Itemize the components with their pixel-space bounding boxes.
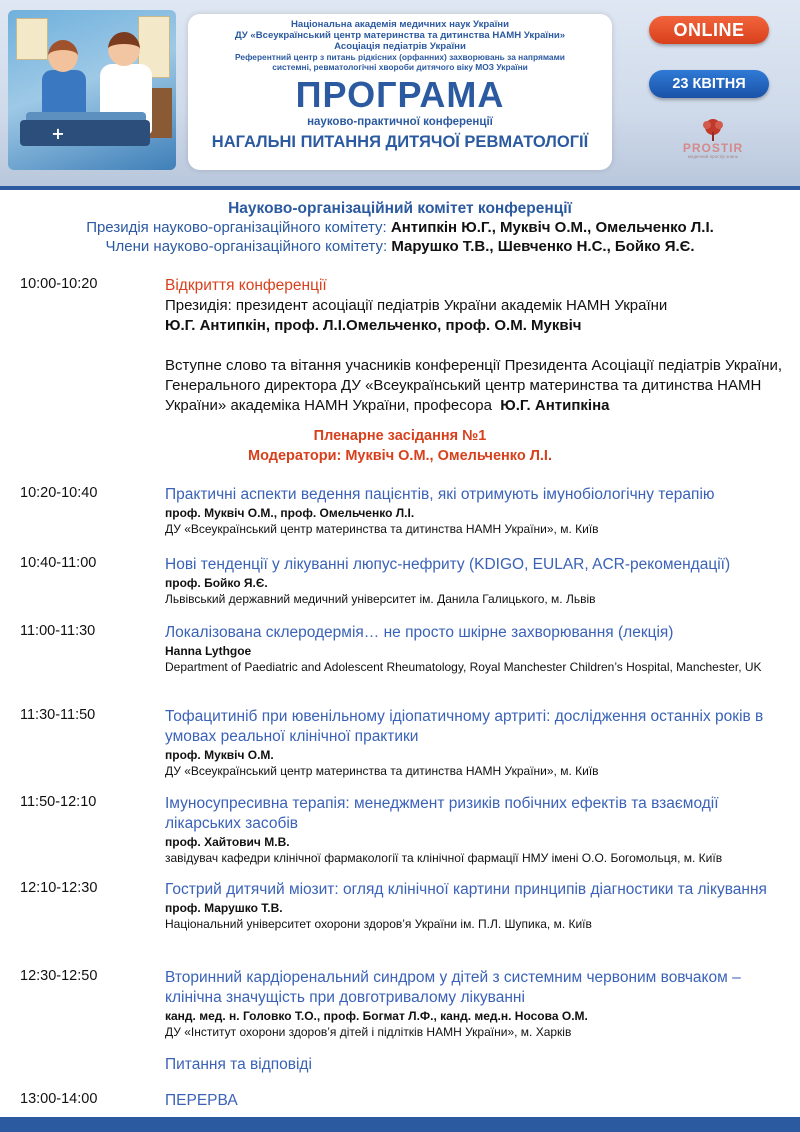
- conference-name: НАГАЛЬНІ ПИТАННЯ ДИТЯЧОЇ РЕВМАТОЛОГІЇ: [211, 133, 589, 151]
- slot-time: 11:50-12:10: [20, 794, 97, 810]
- talk-title: Вторинний кардіоренальний синдром у дітей з системним червоним вовчаком – клінічна значущість при довготривалому лікуванні: [165, 969, 741, 1006]
- opening-welcome: [165, 356, 790, 416]
- welcome-text: Вступне слово та вітання учасників конференції Президента Асоціації педіатрів України, Генерального директора ДУ «Всеукраїнський центр материнства та дитинства НАМН України» академіка НАМН України, професора: [165, 357, 783, 414]
- talk-speaker: проф. Хайтович М.В.: [165, 835, 290, 849]
- logo-subtext: медичний простір знань: [687, 154, 739, 159]
- slot-time: 10:00-10:20: [20, 276, 98, 292]
- presidium-names: Антипкін Ю.Г., Муквіч О.М., Омельченко Л.І.: [390, 219, 714, 236]
- page-subtitle: науково-практичної конференції: [307, 116, 493, 128]
- committee-title: Науково-організаційний комітет конференції: [228, 200, 572, 217]
- talk-affiliation: Department of Paediatric and Adolescent Rheumatology, Royal Manchester Children’s Hospital, Manchester, UK: [165, 660, 762, 674]
- committee-presidium: [0, 218, 800, 237]
- members-label: Члени науково-організаційного комітету:: [105, 238, 388, 255]
- slot-time: 12:10-12:30: [20, 880, 98, 896]
- committee-section: [0, 199, 800, 256]
- slot-time: 11:00-11:30: [20, 623, 96, 639]
- committee-members: [0, 237, 800, 256]
- org-line: Асоціація педіатрів України: [334, 41, 466, 52]
- page-title: ПРОГРАМА: [295, 74, 505, 115]
- plenary-moderators: Модератори: Муквіч О.М., Омельченко Л.І.: [248, 448, 552, 464]
- slot-time: 11:30-11:50: [20, 707, 96, 723]
- prostir-logo: [668, 118, 758, 168]
- welcome-name: Ю.Г. Антипкіна: [500, 397, 610, 414]
- talk-speaker: проф. Муквіч О.М.: [165, 748, 274, 762]
- org-line: Національна академія медичних наук України: [290, 19, 509, 30]
- presidium-label: Президія науково-організаційного комітету:: [86, 219, 387, 236]
- talk-affiliation: Національний університет охорони здоров’я України ім. П.Л. Шупика, м. Київ: [165, 917, 592, 931]
- talk-title: Тофацитиніб при ювенільному ідіопатичному артриті: дослідження останніх років в умовах реальної клінічної практики: [165, 708, 764, 745]
- talk-speaker: проф. Марушко Т.В.: [165, 901, 283, 915]
- talk-speaker: проф. Муквіч О.М., проф. Омельченко Л.І.: [165, 506, 415, 520]
- talk-speaker: Hanna Lythgoe: [165, 644, 252, 658]
- break-title: ПЕРЕРВА: [165, 1092, 238, 1109]
- talk-title: Імуносупресивна терапія: менеджмент ризиків побічних ефектів та взаємодії лікарських засобів: [165, 795, 719, 832]
- slot-time: 12:30-12:50: [20, 968, 98, 984]
- org-line: системні, ревматологічні хвороби дитячого віку МОЗ України: [272, 62, 528, 72]
- org-line: ДУ «Всеукраїнський центр материнства та дитинства НАМН України»: [234, 30, 566, 41]
- opening-presidium-text: Президія: президент асоціації педіатрів України академік НАМН України: [165, 297, 668, 314]
- footer-bar: [0, 1117, 800, 1132]
- header-divider: [0, 186, 800, 190]
- org-line: Референтний центр з питань рідкісних (орфанних) захворювань за напрямами: [235, 52, 565, 62]
- talk-title: Локалізована склеродермія… не просто шкірне захворювання (лекція): [165, 624, 674, 641]
- date-badge: 23 КВІТНЯ: [649, 70, 769, 98]
- slot-time: 13:00-14:00: [20, 1091, 98, 1107]
- talk-speaker: канд. мед. н. Головко Т.О., проф. Богмат Л.Ф., канд. мед.н. Носова О.М.: [165, 1009, 588, 1023]
- talk-affiliation: завідувач кафедри клінічної фармакології та клінічної фармації НМУ імені О.О. Богомольця, м. Київ: [165, 851, 723, 865]
- opening-title: Відкриття конференції: [165, 277, 327, 294]
- talk-title: Практичні аспекти ведення пацієнтів, які отримують імунобіологічну терапію: [165, 486, 715, 503]
- talk-affiliation: ДУ «Всеукраїнський центр материнства та дитинства НАМН України», м. Київ: [165, 764, 599, 778]
- logo-text: PROSTIR: [682, 141, 744, 155]
- members-names: Марушко Т.В., Шевченко Н.С., Бойко Я.Є.: [391, 238, 695, 255]
- program-title-card: [188, 14, 612, 170]
- talk-affiliation: ДУ «Всеукраїнський центр материнства та дитинства НАМН України», м. Київ: [165, 522, 599, 536]
- talk-speaker: проф. Бойко Я.Є.: [165, 576, 268, 590]
- talk-title: Гострий дитячий міозит: огляд клінічної картини принципів діагностики та лікування: [165, 881, 767, 898]
- opening-presidium-names: Ю.Г. Антипкін, проф. Л.І.Омельченко, проф. О.М. Муквіч: [165, 317, 582, 334]
- tree-icon: [700, 118, 726, 142]
- slot-time: 10:20-10:40: [20, 485, 98, 501]
- slot-time: 10:40-11:00: [20, 555, 97, 571]
- talk-affiliation: ДУ «Інститут охорони здоров’я дітей і підлітків НАМН України», м. Харків: [165, 1025, 572, 1039]
- plenary-title: Пленарне засідання №1: [313, 428, 487, 444]
- talk-title: Нові тенденції у лікуванні люпус-нефриту (KDIGO, EULAR, ACR-рекомендації): [165, 556, 731, 573]
- talk-affiliation: Львівський державний медичний університет ім. Данила Галицького, м. Львів: [165, 592, 596, 606]
- doctor-child-illustration: +: [8, 10, 176, 170]
- qa-title: Питання та відповіді: [165, 1056, 312, 1073]
- online-badge: ONLINE: [649, 16, 769, 44]
- header-banner: [0, 0, 800, 186]
